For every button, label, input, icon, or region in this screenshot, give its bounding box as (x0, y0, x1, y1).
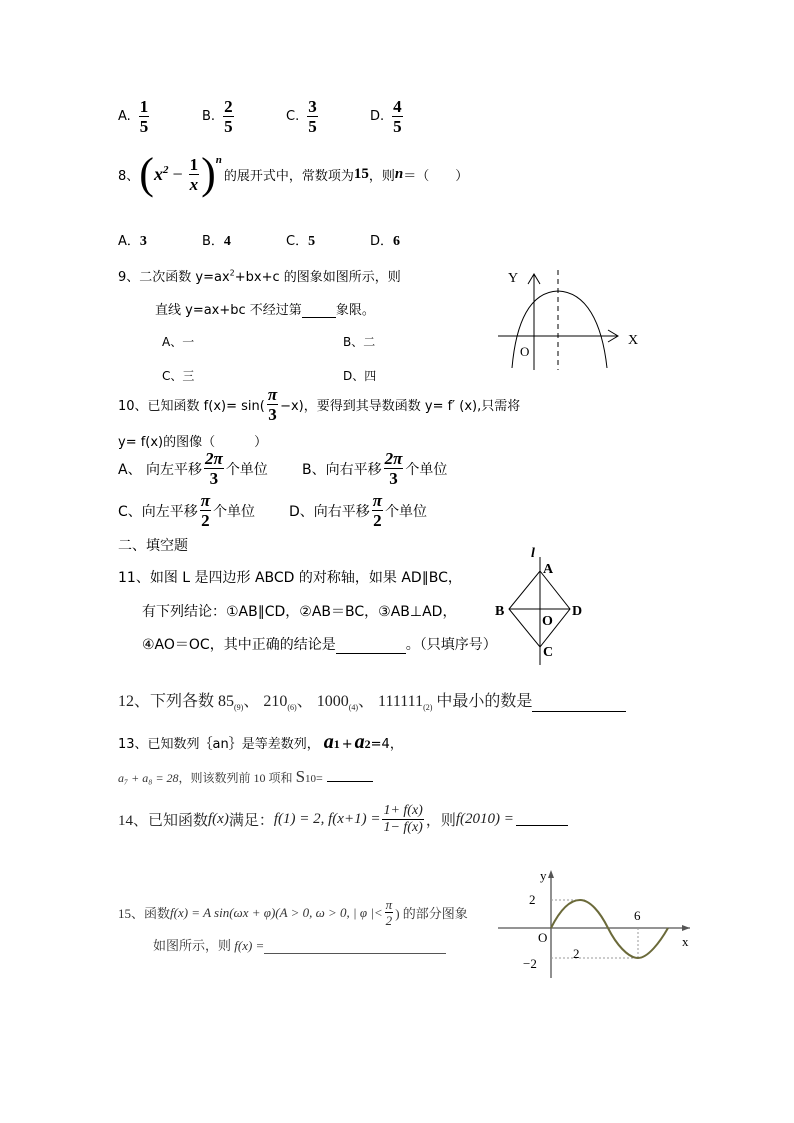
svg-text:D: D (572, 604, 583, 619)
fraction: $\frac{2\pi}{3}$ (205, 449, 223, 488)
question-10-line2: y= f(x)的图像（ ） (118, 435, 268, 450)
svg-text:6: 6 (634, 908, 641, 923)
fraction: $\frac{1}{x}$ (189, 154, 199, 194)
fraction: $\frac{1}{5}$ (139, 97, 149, 136)
question-14: 14、已知函数 f(x) 满足： f(1) = 2, f(x+1) = $\frac{1+ f(x)}{1- f(x)}$ ，则 f(2010) = (118, 804, 568, 835)
q8-option-d: D．6 (370, 234, 401, 249)
q7-option-b: B. $\frac{2}{5}$ (202, 97, 233, 136)
svg-text:O: O (542, 614, 553, 629)
question-15-line1: 15、函数 f(x) = A sin(ωx + φ)(A > 0, ω > 0, | φ |< $\frac{\pi}{2}$ ) 的部分图象 (118, 897, 468, 928)
question-10-line1: 10、已知函数 f(x)= sin( $\frac{\pi}{3}$ −x)，要得到其导数函数 y= f′ (x),只需将 (118, 385, 521, 424)
svg-text:O: O (538, 930, 548, 945)
question-12: 12、下列各数 $85_{(9)}$、 $210_{(6)}$、 $1000_{(4)}$、 $111111_{(2)}$ 中最小的数是 (118, 688, 626, 712)
origin-label: O (520, 344, 530, 359)
fraction: $\frac{3}{5}$ (308, 97, 317, 136)
svg-text:2: 2 (573, 946, 580, 961)
q10-option-a: A、 向左平移 $\frac{2\pi}{3}$ 个单位 (118, 449, 268, 488)
question-11-line2: 有下列结论：①AB∥CD，②AB＝BC，③AB⊥AD， (142, 604, 457, 620)
answer-blank[interactable] (302, 305, 336, 318)
q7-option-d: D. $\frac{4}{5}$ (370, 97, 402, 136)
svg-text:2: 2 (529, 892, 536, 907)
answer-blank[interactable] (264, 941, 446, 954)
fraction: $\frac{1+ f(x)}{1- f(x)}$ (383, 803, 423, 835)
fraction: $\frac{\pi}{2}$ (372, 491, 383, 530)
svg-text:B: B (495, 604, 505, 619)
q10-option-c: C、向左平移 $\frac{\pi}{2}$ 个单位 (118, 491, 256, 530)
answer-blank[interactable] (336, 641, 406, 654)
svg-text:l: l (531, 546, 535, 561)
q9-option-d: D、四 (343, 369, 377, 383)
fraction: $\frac{\pi}{2}$ (200, 491, 211, 530)
q10-option-d: D、向右平移 $\frac{\pi}{2}$ 个单位 (289, 491, 428, 530)
q9-option-b: B、二 (343, 335, 376, 349)
x-axis-label: X (628, 333, 639, 348)
question-15-line2: 如图所示，则 f(x) = (153, 935, 446, 954)
question-13-line1: 13、已知数列｛an｝是等差数列， a 1 + a 2 =4， (118, 731, 403, 753)
answer-blank[interactable] (327, 769, 373, 782)
q8-option-b: B．4 (202, 234, 231, 249)
question-9-line2: 直线 y=ax+bc 不经过第 象限。 (155, 303, 375, 318)
q8-option-a: A．3 (118, 234, 147, 249)
svg-text:y: y (540, 868, 547, 883)
q9-options (162, 333, 462, 383)
svg-text:C: C (543, 645, 554, 660)
svg-text:−2: −2 (523, 956, 537, 971)
question-11-line3: ④AO＝OC，其中正确的结论是 。（只填序号） (142, 637, 497, 653)
fraction: $\frac{\pi}{3}$ (267, 385, 278, 424)
q8-options (118, 230, 438, 248)
sine-graph-figure (494, 866, 700, 982)
q9-option-c: C、三 (162, 369, 195, 383)
question-9-line1: 9、二次函数 $y=ax^2+bx+c$ 的图象如图所示，则 (118, 268, 401, 285)
q10-option-b: B、向右平移 $\frac{2\pi}{3}$ 个单位 (302, 449, 448, 488)
q7-option-c: C. $\frac{3}{5}$ (286, 97, 317, 136)
answer-blank[interactable] (532, 699, 626, 712)
answer-blank[interactable] (516, 813, 568, 826)
question-13-line2: a₇ + a₈ = 28 ，则该数列前 10 项和 S 10 = (118, 767, 373, 787)
y-axis-label: Y (508, 271, 519, 286)
question-8: 8、 ( $x^2$ − $\frac{1}{x}$ ) $^n$ 的展开式中，常数项为 15 ，则 n ＝（ ） (118, 149, 469, 198)
q8-option-c: C．5 (286, 234, 316, 249)
fraction: $\frac{2\pi}{3}$ (384, 449, 403, 488)
svg-text:x: x (682, 934, 689, 949)
section-title: 二、填空题 (118, 538, 188, 554)
fraction: $\frac{2}{5}$ (224, 97, 233, 136)
parabola-figure (490, 262, 650, 372)
question-11-line1: 11、如图 L 是四边形 ABCD 的对称轴，如果 AD∥BC， (118, 570, 462, 586)
rhombus-figure (490, 543, 600, 668)
fraction: $\frac{\pi}{2}$ (385, 897, 393, 928)
svg-text:A: A (543, 562, 554, 577)
q7-option-a: A. $\frac{1}{5}$ (118, 97, 149, 136)
q9-option-a: A、一 (162, 335, 195, 349)
fraction: $\frac{4}{5}$ (393, 97, 402, 136)
